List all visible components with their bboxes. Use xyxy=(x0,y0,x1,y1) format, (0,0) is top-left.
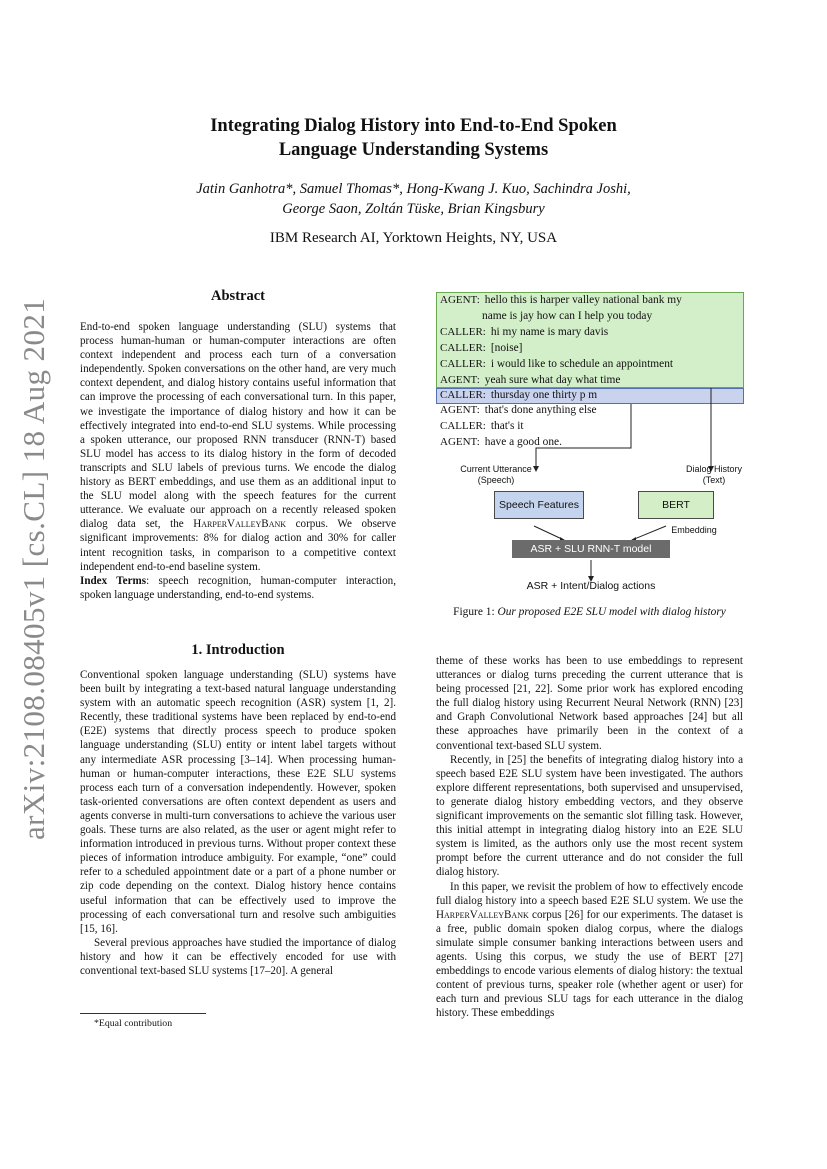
speaker-label: AGENT: xyxy=(440,374,480,386)
arxiv-identifier: arXiv:2108.08405v1 [cs.CL] 18 Aug 2021 xyxy=(16,297,51,840)
model-output-label: ASR + Intent/Dialog actions xyxy=(526,580,656,592)
turn-text: i would like to schedule an appointment xyxy=(490,358,674,370)
dialog-turn xyxy=(440,325,608,340)
label-current-utterance xyxy=(452,464,540,486)
authors-line-2: George Saon, Zoltán Tüske, Brian Kingsbury xyxy=(282,201,545,217)
speaker-label: AGENT: xyxy=(440,294,480,306)
label-dialog-history xyxy=(672,464,756,486)
rnnt-model-box: ASR + SLU RNN-T model xyxy=(512,540,670,558)
dialog-turn xyxy=(440,357,673,372)
turn-text: hello this is harper valley national bank my xyxy=(484,294,682,306)
dialog-turn-continuation: name is jay how can I help you today xyxy=(482,310,653,322)
speaker-label: CALLER: xyxy=(440,326,486,338)
intro-paragraph-1: Conventional spoken language understanding (SLU) systems have been built by integrating a text-based natural language understanding system with an automatic speech recognition (ASR) system [1, 2]. Recently, these traditional systems have been replaced by end-to-end (E2E) systems that directly process speech to produce spoken language understanding (SLU) entity or intent label targets without any intermediate ASR processing [3–14]. When processing human-human or human-computer interactions, these E2E SLU systems process each turn of a conversation independently. However, spoken task-oriented conversations are often context dependent as users and agents converse in multi-turn conversations to achieve the various user goals. These turns are also related, as the user or agent might refer to information introduced in previous turns. Without proper context these pieces of information introduce ambiguity. For example, “one” could refer to a scheduled appointment date or a part of a phone number or zip code depending on the context. Dialog history hence contains useful information that can be effectively used to improve the processing of each conversational turn and resolve such ambiguities [15, 16]. xyxy=(80,669,396,935)
intro-paragraph-2: Several previous approaches have studied the importance of dialog history and how it can be effectively encoded for use with conventional text-based SLU systems [17–20]. A general xyxy=(80,936,396,977)
figure-caption xyxy=(436,606,743,618)
abstract-text-b: corpus. We observe significant improvements: 8% for dialog action and 30% for caller intent recognition tasks, in comparison to a competitive context independent end-to-end baseline system. xyxy=(80,518,396,573)
turn-text: that's it xyxy=(490,420,524,432)
label-current-line-1: Current Utterance xyxy=(460,464,532,474)
right-column-body xyxy=(436,654,743,1020)
dialog-turn xyxy=(440,293,682,308)
label-history-line-2: (Text) xyxy=(702,475,726,485)
index-terms-text: : speech recognition, human-computer interaction, spoken language understanding, end-to-end systems. xyxy=(80,574,396,601)
turn-text: that's done anything else xyxy=(484,404,597,416)
authors-line-1: Jatin Ganhotra*, Samuel Thomas*, Hong-Kwang J. Kuo, Sachindra Joshi, xyxy=(196,181,631,197)
speaker-label: AGENT: xyxy=(440,404,480,416)
speaker-label: CALLER: xyxy=(440,389,486,401)
title-line-2: Language Understanding Systems xyxy=(278,140,549,160)
right-paragraph-1: theme of these works has been to use embeddings to represent utterances or dialog turns preceding the current utterance that is being processed [21, 22]. Some prior work has explored encoding the full dialog history using Recurrent Neural Network (RNN) [23] and Graph Convolutional Network based approaches [24] but all these approaches have primarily been in the context of a conventional text-based SLU system. xyxy=(436,655,743,752)
abstract-corpus: HarperValleyBank xyxy=(193,518,287,531)
connector-utterance-to-speech xyxy=(536,404,631,466)
right-paragraph-3b: corpus [26] for our experiments. The dataset is a free, public domain spoken dialog corpus, where the dialogs simulate simple consumer banking interactions between users and agents. Using this corpus, we study the use of BERT [27] embeddings to encode various elements of dialog history: the textual content of previous turns, speaker role (whether agent or user) for each turn and previous SLU tags for each utterance in the dialog history. These embeddings xyxy=(436,908,743,1020)
caption-prefix: Figure 1: xyxy=(453,606,498,618)
speaker-label: CALLER: xyxy=(440,420,486,432)
speaker-label: CALLER: xyxy=(440,358,486,370)
speaker-label: AGENT: xyxy=(440,436,480,448)
title-line-1: Integrating Dialog History into End-to-End Spoken xyxy=(210,116,617,136)
turn-text: [noise] xyxy=(490,342,523,354)
affiliation: IBM Research AI, Yorktown Heights, NY, USA xyxy=(269,230,558,246)
turn-text: have a good one. xyxy=(484,436,562,448)
turn-text: hi my name is mary davis xyxy=(490,326,609,338)
speaker-label: CALLER: xyxy=(440,342,486,354)
abstract-text-a: End-to-end spoken language understanding (SLU) systems that process human-human or human-computer interactions are often context independent and process each turn of a conversation independently. Spoken conversations on the other hand, are very much context dependent, and dialog history contains useful information that can improve the processing of each conversational turn. In this paper, we investigate the importance of dialog history and how it can be effectively integrated into end-to-end SLU systems. While processing a spoken utterance, our proposed RNN transducer (RNN-T) based SLU model has access to its dialog history in the form of decoded transcripts and SLU labels of previous turns. We encode the dialog history as BERT embeddings, and use them as an additional input to the SLU model along with the speech features for the current utterance. We evaluate our approach on a recently released spoken dialog data set, the xyxy=(80,321,396,531)
footnote: *Equal contribution xyxy=(94,1018,173,1029)
arrow-bert-to-model xyxy=(632,526,666,540)
right-corpus: HarperValleyBank xyxy=(436,908,529,921)
label-current-line-2: (Speech) xyxy=(477,475,515,485)
intro-heading-wrap xyxy=(80,642,396,659)
abstract-body xyxy=(80,320,396,602)
footnote-rule xyxy=(80,1013,206,1014)
speech-features-box: Speech Features xyxy=(494,491,584,519)
arrow-speech-to-model xyxy=(534,526,564,540)
dialog-turn xyxy=(440,341,522,356)
label-embedding: Embedding xyxy=(671,525,717,535)
paper-title xyxy=(0,114,827,162)
intro-body xyxy=(80,668,396,978)
turn-text: thursday one thirty p m xyxy=(490,389,598,401)
abstract-heading: Abstract xyxy=(211,288,265,304)
caption-text: Our proposed E2E SLU model with dialog history xyxy=(497,606,726,618)
bert-box: BERT xyxy=(638,491,714,519)
turn-text: yeah sure what day what time xyxy=(484,374,621,386)
figure-connectors xyxy=(436,380,746,600)
intro-heading: 1. Introduction xyxy=(191,642,285,658)
label-history-line-1: Dialog History xyxy=(685,464,743,474)
abstract-section xyxy=(80,288,396,305)
right-paragraph-3a: In this paper, we revisit the problem of how to effectively encode full dialog history into a speech based E2E SLU system. We use the xyxy=(436,880,743,907)
right-paragraph-2: Recently, in [25] the benefits of integrating dialog history into a speech based E2E SLU system have been investigated. The authors explore different representations, both supervised and unsupervised, to generate dialog history embedding vectors, and they observe significant improvements on the semantic slot filling task. However, this initial attempt in integrating dialog history into an E2E SLU system is limited, as the authors only use the most recent system prompt before the current utterance and do not consider the full dialog history. xyxy=(436,753,743,879)
author-list xyxy=(0,179,827,219)
index-terms-label: Index Terms xyxy=(80,574,147,587)
